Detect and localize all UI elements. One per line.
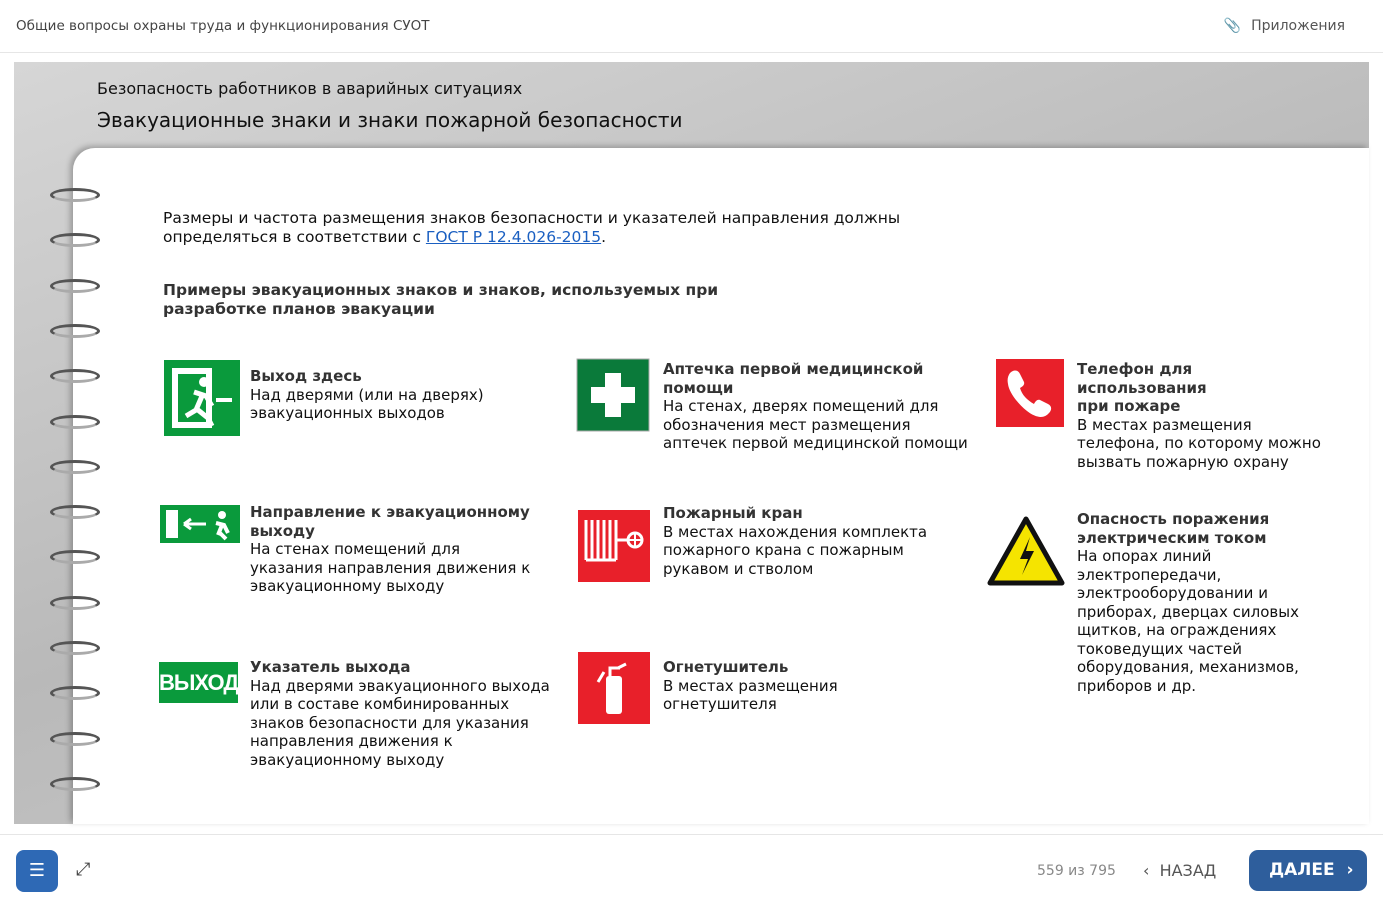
extinguisher-icon (578, 652, 650, 724)
exit-direction-icon (160, 505, 240, 543)
spiral-ring (50, 641, 100, 655)
spiral-ring (50, 324, 100, 338)
sign-item: Выход здесь Над дверями (или на дверях) эвакуационных выходов (250, 367, 484, 422)
fire-phone-icon (996, 359, 1064, 427)
spiral-ring (50, 732, 100, 746)
expand-icon: ⤢ (76, 859, 91, 880)
next-button[interactable]: ДАЛЕЕ › (1249, 850, 1367, 891)
sign-item: Пожарный кран В местах нахождения комплекта пожарного крана с пожарным рукавом и стволом (663, 504, 928, 578)
spiral-ring (50, 188, 100, 202)
spiral-ring (50, 505, 100, 519)
list-icon: ☰ (28, 860, 46, 881)
attachments-button[interactable]: 📎 Приложения (1223, 18, 1345, 34)
examples-heading: Примеры эвакуационных знаков и знаков, используемых при разработке планов эвакуации (163, 281, 719, 318)
fire-hydrant-icon (578, 510, 650, 582)
chevron-left-icon: ‹ (1143, 861, 1160, 880)
exit-here-icon (164, 360, 240, 436)
menu-button[interactable] (16, 850, 58, 892)
back-button[interactable]: ‹ НАЗАД (1143, 861, 1217, 880)
section-title: Безопасность работников в аварийных ситуациях (97, 79, 523, 98)
spiral-ring (50, 460, 100, 474)
paperclip-icon: 📎 (1223, 18, 1242, 34)
sign-item: Телефон для использования при пожаре В местах размещения телефона, по которому можно вызвать пожарную охрану (1077, 360, 1321, 471)
spiral-ring (50, 777, 100, 791)
chevron-right-icon: › (1334, 860, 1354, 880)
spiral-ring (50, 415, 100, 429)
course-title: Общие вопросы охраны труда и функционирования СУОТ (16, 18, 430, 34)
footer (0, 834, 1383, 905)
intro-text: Размеры и частота размещения знаков безопасности и указателей направления должны определяться в соответствии с ГОСТ Р 12.4.026-2015. (163, 209, 901, 246)
exit-sign-icon: ВЫХОД (159, 662, 238, 703)
electric-hazard-icon (986, 515, 1066, 587)
gost-link[interactable]: ГОСТ Р 12.4.026-2015 (425, 228, 602, 246)
slide-title: Эвакуационные знаки и знаки пожарной безопасности (97, 108, 683, 132)
sign-item: Указатель выхода Над дверями эвакуационного выхода или в составе комбинированных знаков безопасности для указания направления движения к эвакуационному выходу (250, 658, 550, 769)
spiral-ring (50, 596, 100, 610)
sign-item: Огнетушитель В местах размещения огнетушителя (663, 658, 838, 713)
first-aid-icon (576, 358, 650, 432)
top-bar (0, 0, 1383, 53)
page-counter: 559 из 795 (1037, 863, 1116, 879)
spiral-ring (50, 279, 100, 293)
sign-item: Аптечка первой медицинской помощи На стенах, дверях помещений для обозначения мест размещения аптечек первой медицинской помощи (663, 360, 968, 452)
sign-item: Опасность поражения электрическим током На опорах линий электропередачи, электрооборудовании и приборах, дверцах силовых щитков, на ограждениях токоведущих частей оборудования, механизмов, приборов и др. (1077, 510, 1299, 695)
sign-item: Направление к эвакуационному выходу На стенах помещений для указания направления движения к эвакуационному выходу (250, 503, 531, 595)
fullscreen-button[interactable] (76, 859, 90, 880)
